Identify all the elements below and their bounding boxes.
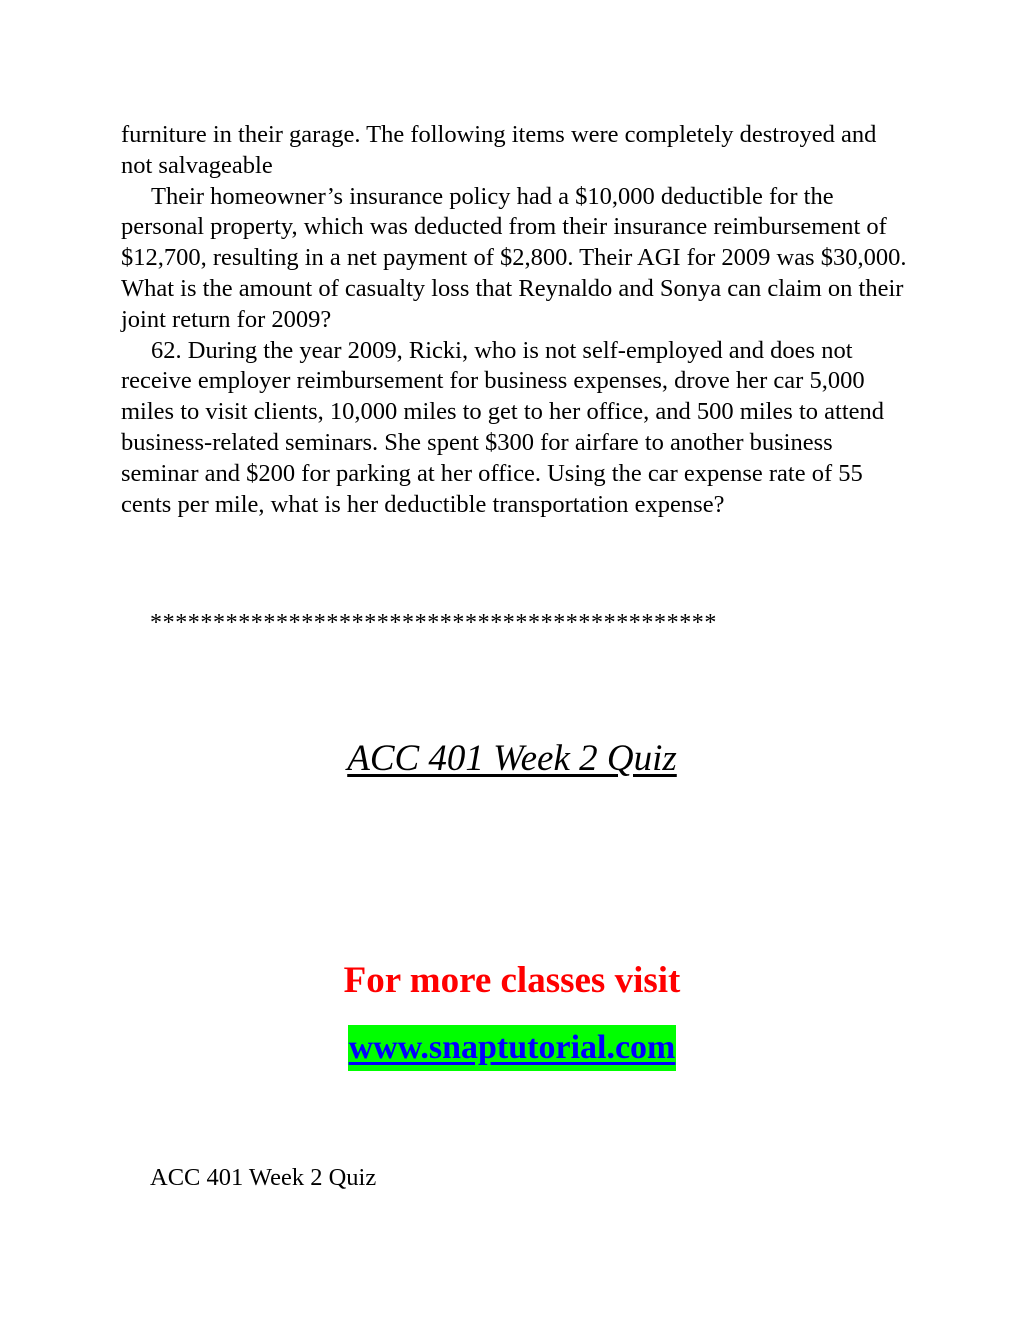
question-text-block (121, 120, 911, 520)
website-link[interactable]: www.snaptutorial.com (348, 1025, 677, 1071)
paragraph-question-62: 62. During the year 2009, Ricki, who is not self-employed and does not receive employer reimbursement for business expenses, drove her car 5,000 miles to visit clients, 10,000 miles to get to her office, and 500 miles to attend business-related seminars. She spent $300 for airfare to another business seminar and $200 for parking at her office. Using the car expense rate of 55 cents per mile, what is her deductible transportation expense? (121, 336, 885, 518)
asterisk-separator: ********************************************* (150, 610, 717, 636)
promo-text: For more classes visit (343, 960, 681, 1001)
paragraph-insurance-question: Their homeowner’s insurance policy had a $10,000 deductible for the personal property, which was deducted from their insurance reimbursement of $12,700, resulting in a net payment of $2,800. Their AGI for 2009 was $30,000. What is the amount of casualty loss that Reynaldo and Sonya can claim on their joint return for 2009? (121, 182, 907, 333)
link-container (0, 1025, 1024, 1071)
quiz-heading: ACC 401 Week 2 Quiz (347, 738, 677, 779)
footer-quiz-title: ACC 401 Week 2 Quiz (150, 1164, 377, 1191)
paragraph-continued-question: furniture in their garage. The following items were completely destroyed and not salvageable (121, 121, 877, 179)
